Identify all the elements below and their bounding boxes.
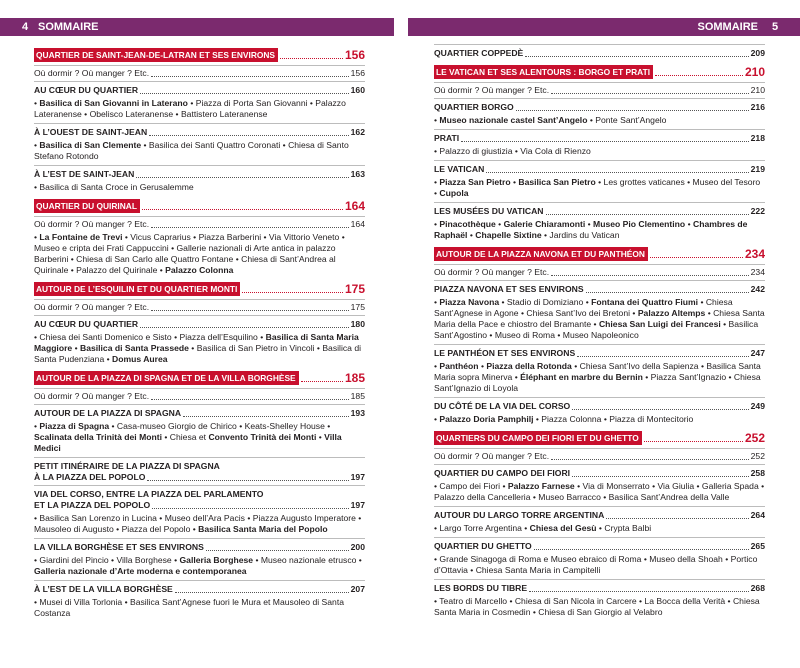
- sights-list: • Basilica San Lorenzo in Lucina • Museo dell’Ara Pacis • Piazza Augusto Imperatore • Mausoleo di Augusto • Piazza del Popolo • Basilica Santa Maria del Popolo: [34, 513, 362, 534]
- subsection-title: QUARTIER DU GHETTO: [434, 541, 532, 551]
- toc-section-entry[interactable]: [34, 197, 365, 213]
- subsection-page-number: 209: [750, 48, 765, 58]
- page-number: 4: [14, 18, 36, 36]
- toc-entry-where-to-stay[interactable]: [434, 82, 765, 96]
- subsection-page-number: 264: [750, 510, 765, 520]
- subsection-title: PIAZZA NAVONA ET SES ENVIRONS: [434, 284, 584, 294]
- dot-leader: [650, 257, 743, 258]
- sights-list: • Grande Sinagoga di Roma e Museo ebraico di Roma • Museo della Shoah • Portico d’Ottavia • Chiesa Santa Maria in Campitelli: [434, 554, 758, 575]
- sights-list: • Basilica di San Giovanni in Laterano • Piazza di Porta San Giovanni • Palazzo Lateranense • Obelisco Lateranense • Battistero Lateranense: [34, 98, 346, 119]
- dot-leader: [551, 275, 749, 276]
- section-page-number: 210: [744, 65, 765, 79]
- sights-list: • Chiesa dei Santi Domenico e Sisto • Piazza dell’Esquilino • Basilica di Santa Maria Maggiore • Basilica di Santa Prassede • Basilica di San Pietro in Vincoli • Basilica di Santa Pudenziana • Domus Aurea: [34, 332, 362, 364]
- sights-list: • La Fontaine de Trevi • Vicus Caprarius • Piazza Barberini • Via Vittorio Veneto • Museo e cripta dei Frati Cappuccini • Gallerie nazionali di Arte antica in palazzo Barberini • Chiesa di San Carlo alle Quattro Fontane • Chiesa di Sant’Andrea al Quirinale • Palazzo del Quirinale • Palazzo Colonna: [34, 232, 345, 275]
- dot-leader: [606, 518, 748, 519]
- toc-entry-where-to-stay[interactable]: [34, 65, 365, 79]
- toc-subsection-entry[interactable]: [34, 123, 365, 138]
- dot-leader: [572, 409, 748, 410]
- sights-list: • Basilica di San Clemente • Basilica dei Santi Quattro Coronati • Chiesa di Santo Stefano Rotondo: [34, 140, 349, 161]
- dot-leader: [486, 172, 748, 173]
- subsection-title: LES BORDS DU TIBRE: [434, 583, 528, 593]
- subsection-title: QUARTIER DU CAMPO DEI FIORI: [434, 468, 571, 478]
- dot-leader: [140, 93, 349, 94]
- dot-leader: [577, 356, 748, 357]
- subsection-title: AU CŒUR DU QUARTIER: [34, 319, 139, 329]
- page-header-left: [0, 18, 394, 36]
- toc-subsection-entry[interactable]: [434, 464, 765, 479]
- subsection-title-line1: PETIT ITINÉRAIRE DE LA PIAZZA DI SPAGNA: [34, 461, 220, 471]
- dot-leader: [551, 93, 749, 94]
- page-title: SOMMAIRE: [697, 21, 758, 33]
- sights-list: • Piazza Navona • Stadio di Domiziano • Fontana dei Quattro Fiumi • Chiesa Sant’Agnese in Agone • Chiesa Sant’Ivo dei Bretoni • Palazzo Altemps • Chiesa Santa Maria della Pace e chiostro del Bramante • Chiesa San Luigi dei Francesi • Basilica Sant’Agostino • Museo di Roma • Museo Napoleonico: [434, 297, 765, 340]
- subsection-title: AUTOUR DE LA PIAZZA DI SPAGNA: [34, 408, 182, 418]
- entry-page-number: 175: [350, 302, 365, 312]
- subsection-title: LE PANTHÉON ET SES ENVIRONS: [434, 348, 576, 358]
- entry-title: Où dormir ? Où manger ? Etc.: [34, 302, 150, 312]
- dot-leader: [147, 480, 348, 481]
- entry-page-number: 164: [350, 219, 365, 229]
- toc-subsection-entry[interactable]: [434, 537, 765, 552]
- toc-subsection-entry[interactable]: [34, 315, 365, 330]
- sights-list: • Piazza di Spagna • Casa-museo Giorgio de Chirico • Keats-Shelley House • Scalinata della Trinità dei Monti • Chiesa et Convento Trinità dei Monti • Villa Medici: [34, 421, 342, 453]
- subsection-page-number: 265: [750, 541, 765, 551]
- page-title: SOMMAIRE: [38, 21, 99, 33]
- subsection-page-number: 222: [750, 206, 765, 216]
- subsection-page-number: 200: [350, 542, 365, 552]
- sights-list: • Palazzo Doria Pamphilj • Piazza Colonna • Piazza di Montecitorio: [434, 414, 694, 424]
- sights-list: • Largo Torre Argentina • Chiesa del Gesù • Crypta Balbi: [434, 523, 652, 533]
- dot-leader: [525, 56, 748, 57]
- section-title: AUTOUR DE L’ESQUILIN ET DU QUARTIER MONTI: [34, 282, 240, 296]
- subsection-title-line2-row: [34, 500, 365, 511]
- toc-subsection-entry[interactable]: [434, 44, 765, 59]
- toc-section-entry[interactable]: [34, 369, 365, 385]
- entry-title: Où dormir ? Où manger ? Etc.: [34, 391, 150, 401]
- subsection-page-number: 197: [350, 472, 365, 482]
- entry-page-number: 234: [750, 267, 765, 277]
- subsection-title: À L’EST DE SAINT-JEAN: [34, 169, 135, 179]
- toc-subsection-entry[interactable]: [434, 98, 765, 113]
- dot-leader: [151, 76, 349, 77]
- subsection-title: QUARTIER COPPEDÈ: [434, 48, 524, 58]
- section-page-number: 252: [744, 431, 765, 445]
- entry-page-number: 156: [350, 68, 365, 78]
- dot-leader: [534, 549, 749, 550]
- entry-page-number: 252: [750, 451, 765, 461]
- section-title: AUTOUR DE LA PIAZZA DI SPAGNA ET DE LA VILLA BORGHÈSE: [34, 371, 299, 385]
- dot-leader: [206, 550, 349, 551]
- sights-list: • Musei di Villa Torlonia • Basilica Sant’Agnese fuori le Mura et Mausoleo di Santa Costanza: [34, 597, 344, 618]
- subsection-title-line2-row: [34, 472, 365, 483]
- subsection-title: AUTOUR DU LARGO TORRE ARGENTINA: [434, 510, 605, 520]
- section-page-number: 234: [744, 247, 765, 261]
- dot-leader: [183, 416, 349, 417]
- subsection-page-number: 180: [350, 319, 365, 329]
- dot-leader: [546, 214, 749, 215]
- subsection-page-number: 242: [750, 284, 765, 294]
- subsection-title: LA VILLA BORGHÈSE ET SES ENVIRONS: [34, 542, 204, 552]
- dot-leader: [301, 381, 343, 382]
- toc-subsection-entry[interactable]: [34, 485, 365, 511]
- subsection-page-number: 216: [750, 102, 765, 112]
- toc-subsection-entry[interactable]: [34, 538, 365, 553]
- toc-subsection-entry[interactable]: [434, 160, 765, 175]
- section-title: LE VATICAN ET SES ALENTOURS : BORGO ET PRATI: [434, 65, 653, 79]
- dot-leader: [644, 441, 743, 442]
- page-number: 5: [764, 18, 786, 36]
- sights-list: • Giardini del Pincio • Villa Borghese • Galleria Borghese • Museo nazionale etrusco • Galleria nazionale d’Arte moderna e contemporanea: [34, 555, 362, 576]
- section-title: QUARTIER DE SAINT-JEAN-DE-LATRAN ET SES ENVIRONS: [34, 48, 278, 62]
- subsection-page-number: 249: [750, 401, 765, 411]
- page-header-right: [408, 18, 800, 36]
- toc-entry-where-to-stay[interactable]: [34, 299, 365, 313]
- subsection-page-number: 247: [750, 348, 765, 358]
- toc-subsection-entry[interactable]: [434, 280, 765, 295]
- subsection-page-number: 197: [350, 500, 365, 510]
- subsection-page-number: 207: [350, 584, 365, 594]
- sights-list: • Museo nazionale castel Sant’Angelo • Ponte Sant’Angelo: [434, 115, 667, 125]
- toc-section-entry[interactable]: [434, 63, 765, 79]
- dot-leader: [142, 209, 343, 210]
- subsection-page-number: 218: [750, 133, 765, 143]
- toc-section-entry[interactable]: [34, 46, 365, 62]
- dot-leader: [586, 292, 749, 293]
- entry-title: Où dormir ? Où manger ? Etc.: [34, 219, 150, 229]
- subsection-title: À L’EST DE LA VILLA BORGHÈSE: [34, 584, 173, 594]
- dot-leader: [516, 110, 749, 111]
- subsection-page-number: 163: [350, 169, 365, 179]
- entry-title: Où dormir ? Où manger ? Etc.: [434, 85, 550, 95]
- dot-leader: [140, 327, 349, 328]
- dot-leader: [152, 508, 348, 509]
- sights-list: • Basilica di Santa Croce in Gerusalemme: [34, 182, 194, 192]
- toc-column-right: [434, 42, 765, 621]
- dot-leader: [151, 227, 349, 228]
- dot-leader: [242, 292, 343, 293]
- sights-list: • Palazzo di giustizia • Via Cola di Rienzo: [434, 146, 591, 156]
- section-title: QUARTIERS DU CAMPO DEI FIORI ET DU GHETTO: [434, 431, 642, 445]
- sights-list: • Panthéon • Piazza della Rotonda • Chiesa Sant’Ivo della Sapienza • Basilica Santa Maria sopra Minerva • Éléphant en marbre du Bernin • Piazza Sant’Ignazio • Chiesa Sant’Ignazio di Loyola: [434, 361, 761, 393]
- sights-list: • Piazza San Pietro • Basilica San Pietro • Les grottes vaticanes • Museo del Tesoro • Cupola: [434, 177, 761, 198]
- dot-leader: [655, 75, 743, 76]
- toc-subsection-entry[interactable]: [34, 580, 365, 595]
- subsection-title-line2: À LA PIAZZA DEL POPOLO: [34, 472, 146, 482]
- entry-page-number: 210: [750, 85, 765, 95]
- subsection-page-number: 268: [750, 583, 765, 593]
- subsection-title: À L’OUEST DE SAINT-JEAN: [34, 127, 148, 137]
- toc-subsection-entry[interactable]: [434, 397, 765, 412]
- entry-title: Où dormir ? Où manger ? Etc.: [434, 267, 550, 277]
- toc-subsection-entry[interactable]: [34, 81, 365, 96]
- section-page-number: 156: [344, 48, 365, 62]
- toc-section-entry[interactable]: [434, 429, 765, 445]
- toc-subsection-entry[interactable]: [34, 404, 365, 419]
- entry-title: Où dormir ? Où manger ? Etc.: [34, 68, 150, 78]
- subsection-title: LE VATICAN: [434, 164, 485, 174]
- toc-subsection-entry[interactable]: [434, 344, 765, 359]
- dot-leader: [149, 135, 348, 136]
- toc-subsection-entry[interactable]: [434, 506, 765, 521]
- subsection-page-number: 258: [750, 468, 765, 478]
- subsection-title-line2: ET LA PIAZZA DEL POPOLO: [34, 500, 151, 510]
- dot-leader: [175, 592, 349, 593]
- subsection-title: QUARTIER BORGO: [434, 102, 514, 112]
- subsection-page-number: 162: [350, 127, 365, 137]
- subsection-title: PRATI: [434, 133, 460, 143]
- subsection-title: LES MUSÉES DU VATICAN: [434, 206, 544, 216]
- subsection-title: DU CÔTÉ DE LA VIA DEL CORSO: [434, 401, 571, 411]
- dot-leader: [151, 310, 349, 311]
- subsection-title-line1: VIA DEL CORSO, ENTRE LA PIAZZA DEL PARLAMENTO: [34, 489, 264, 499]
- toc-entry-where-to-stay[interactable]: [34, 216, 365, 230]
- toc-section-entry[interactable]: [34, 280, 365, 296]
- subsection-page-number: 193: [350, 408, 365, 418]
- section-title: QUARTIER DU QUIRINAL: [34, 199, 140, 213]
- section-page-number: 175: [344, 282, 365, 296]
- dot-leader: [280, 58, 343, 59]
- section-page-number: 185: [344, 371, 365, 385]
- entry-title: Où dormir ? Où manger ? Etc.: [434, 451, 550, 461]
- dot-leader: [461, 141, 749, 142]
- section-title: AUTOUR DE LA PIAZZA NAVONA ET DU PANTHÉON: [434, 247, 648, 261]
- subsection-title: AU CŒUR DU QUARTIER: [34, 85, 139, 95]
- sights-list: • Pinacothèque • Galerie Chiaramonti • Museo Pio Clementino • Chambres de Raphaël • Chapelle Sixtine • Jardins du Vatican: [434, 219, 748, 240]
- toc-subsection-entry[interactable]: [34, 165, 365, 180]
- toc-subsection-entry[interactable]: [34, 457, 365, 483]
- subsection-page-number: 219: [750, 164, 765, 174]
- toc-subsection-entry[interactable]: [434, 202, 765, 217]
- dot-leader: [529, 591, 749, 592]
- toc-entry-where-to-stay[interactable]: [34, 388, 365, 402]
- dot-leader: [551, 459, 749, 460]
- dot-leader: [572, 476, 749, 477]
- subsection-page-number: 160: [350, 85, 365, 95]
- toc-column-left: [34, 42, 365, 622]
- toc-subsection-entry[interactable]: [434, 129, 765, 144]
- toc-entry-where-to-stay[interactable]: [434, 264, 765, 278]
- dot-leader: [151, 399, 349, 400]
- toc-entry-where-to-stay[interactable]: [434, 448, 765, 462]
- dot-leader: [136, 177, 348, 178]
- toc-section-entry[interactable]: [434, 245, 765, 261]
- entry-page-number: 185: [350, 391, 365, 401]
- toc-subsection-entry[interactable]: [434, 579, 765, 594]
- sights-list: • Teatro di Marcello • Chiesa di San Nicola in Carcere • La Bocca della Verità • Chiesa Santa Maria in Cosmedin • Chiesa di San Giorgio al Velabro: [434, 596, 760, 617]
- sights-list: • Campo dei Fiori • Palazzo Farnese • Via di Monserrato • Via Giulia • Galleria Spada • Palazzo della Cancelleria • Museo Barracco • Basilica Sant’Andrea della Valle: [434, 481, 765, 502]
- section-page-number: 164: [344, 199, 365, 213]
